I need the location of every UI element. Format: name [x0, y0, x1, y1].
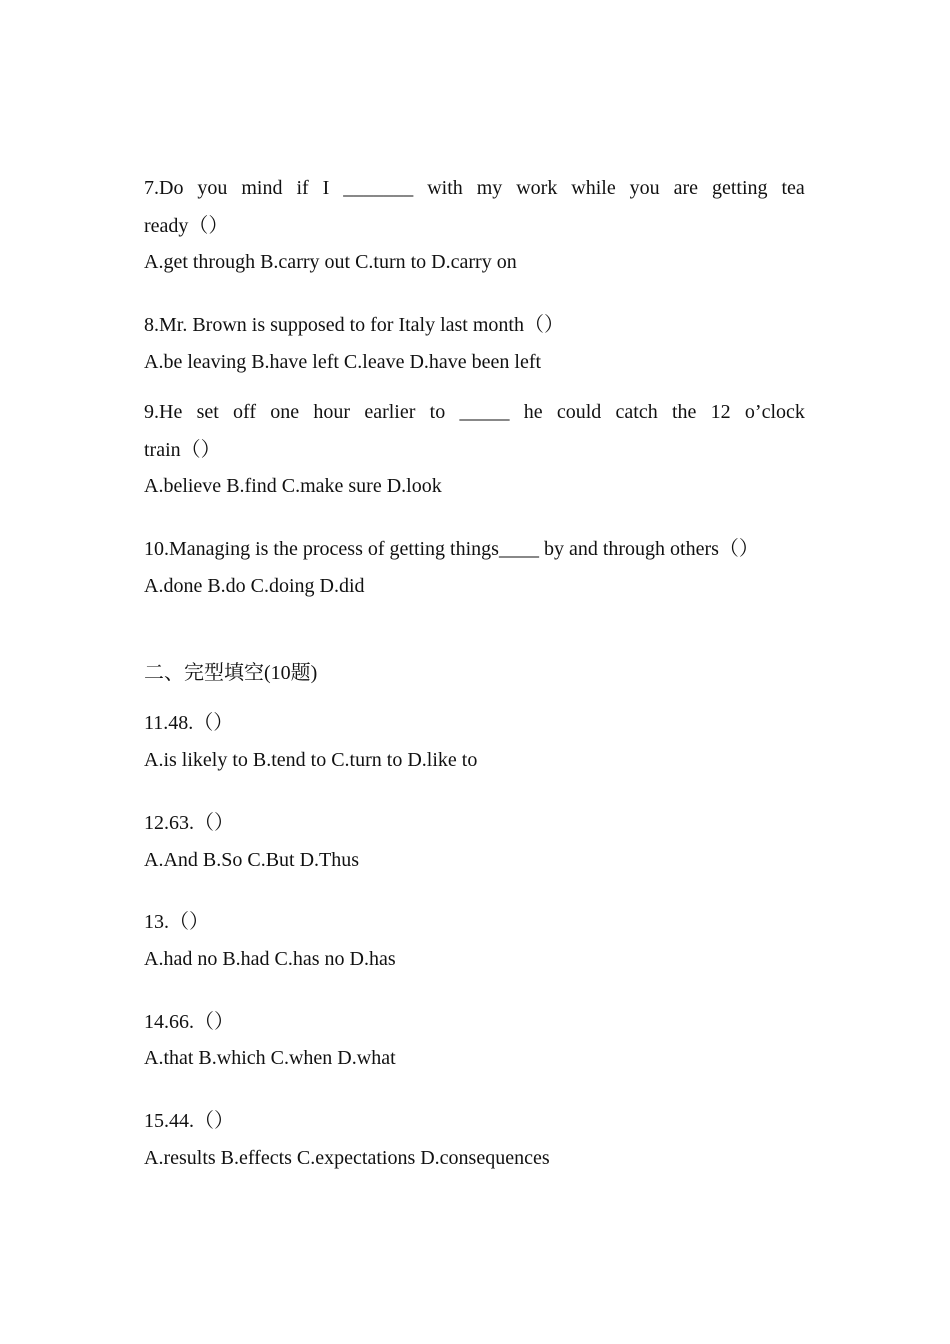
- q11-options: A.is likely to B.tend to C.turn to D.like to: [144, 749, 478, 771]
- word: are: [673, 177, 699, 199]
- word: 12: [710, 401, 731, 423]
- word: while: [571, 177, 616, 199]
- section-title: 二、完型填空(10题): [144, 662, 318, 684]
- q14-options: A.that B.which C.when D.what: [144, 1047, 396, 1069]
- q8-stem: 8.Mr. Brown is supposed to for Italy last month（）: [144, 314, 564, 336]
- word: to: [429, 401, 446, 423]
- q13-options: A.had no B.had C.has no D.has: [144, 948, 396, 970]
- word: earlier: [364, 401, 416, 423]
- q7-stem-line2: ready（）: [144, 215, 229, 237]
- q11-stem: 11.48.（）: [144, 712, 234, 734]
- q9-stem-line1: [144, 400, 805, 424]
- word: could: [556, 401, 602, 423]
- word: one: [270, 401, 300, 423]
- word: o’clock: [744, 401, 805, 423]
- blank: _______: [343, 177, 414, 199]
- word: tea: [781, 177, 805, 199]
- q10-stem: 10.Managing is the process of getting things____ by and through others（）: [144, 538, 759, 560]
- q10-options: A.done B.do C.doing D.did: [144, 575, 365, 597]
- word: the: [671, 401, 697, 423]
- word: you: [629, 177, 660, 199]
- q12-stem: 12.63.（）: [144, 812, 234, 834]
- word: off: [233, 401, 257, 423]
- word: if: [296, 177, 309, 199]
- word: work: [516, 177, 558, 199]
- word: 7.Do: [144, 177, 184, 199]
- word: hour: [313, 401, 351, 423]
- q15-stem: 15.44.（）: [144, 1110, 234, 1132]
- q9-options: A.believe B.find C.make sure D.look: [144, 475, 442, 497]
- word: he: [523, 401, 543, 423]
- word: catch: [615, 401, 658, 423]
- q7-stem-line1: [144, 176, 805, 200]
- q13-stem: 13.（）: [144, 911, 209, 933]
- word: with: [427, 177, 463, 199]
- q12-options: A.And B.So C.But D.Thus: [144, 849, 360, 871]
- word: my: [476, 177, 503, 199]
- word: set: [196, 401, 219, 423]
- q14-stem: 14.66.（）: [144, 1011, 234, 1033]
- word: mind: [241, 177, 283, 199]
- word: 9.He: [144, 401, 183, 423]
- q15-options: A.results B.effects C.expectations D.consequences: [144, 1147, 550, 1169]
- q9-stem-line2: train（）: [144, 439, 221, 461]
- blank: _____: [459, 401, 510, 423]
- word: I: [322, 177, 330, 199]
- q7-options: A.get through B.carry out C.turn to D.carry on: [144, 251, 517, 273]
- word: you: [197, 177, 228, 199]
- word: getting: [712, 177, 768, 199]
- q8-options: A.be leaving B.have left C.leave D.have been left: [144, 351, 542, 373]
